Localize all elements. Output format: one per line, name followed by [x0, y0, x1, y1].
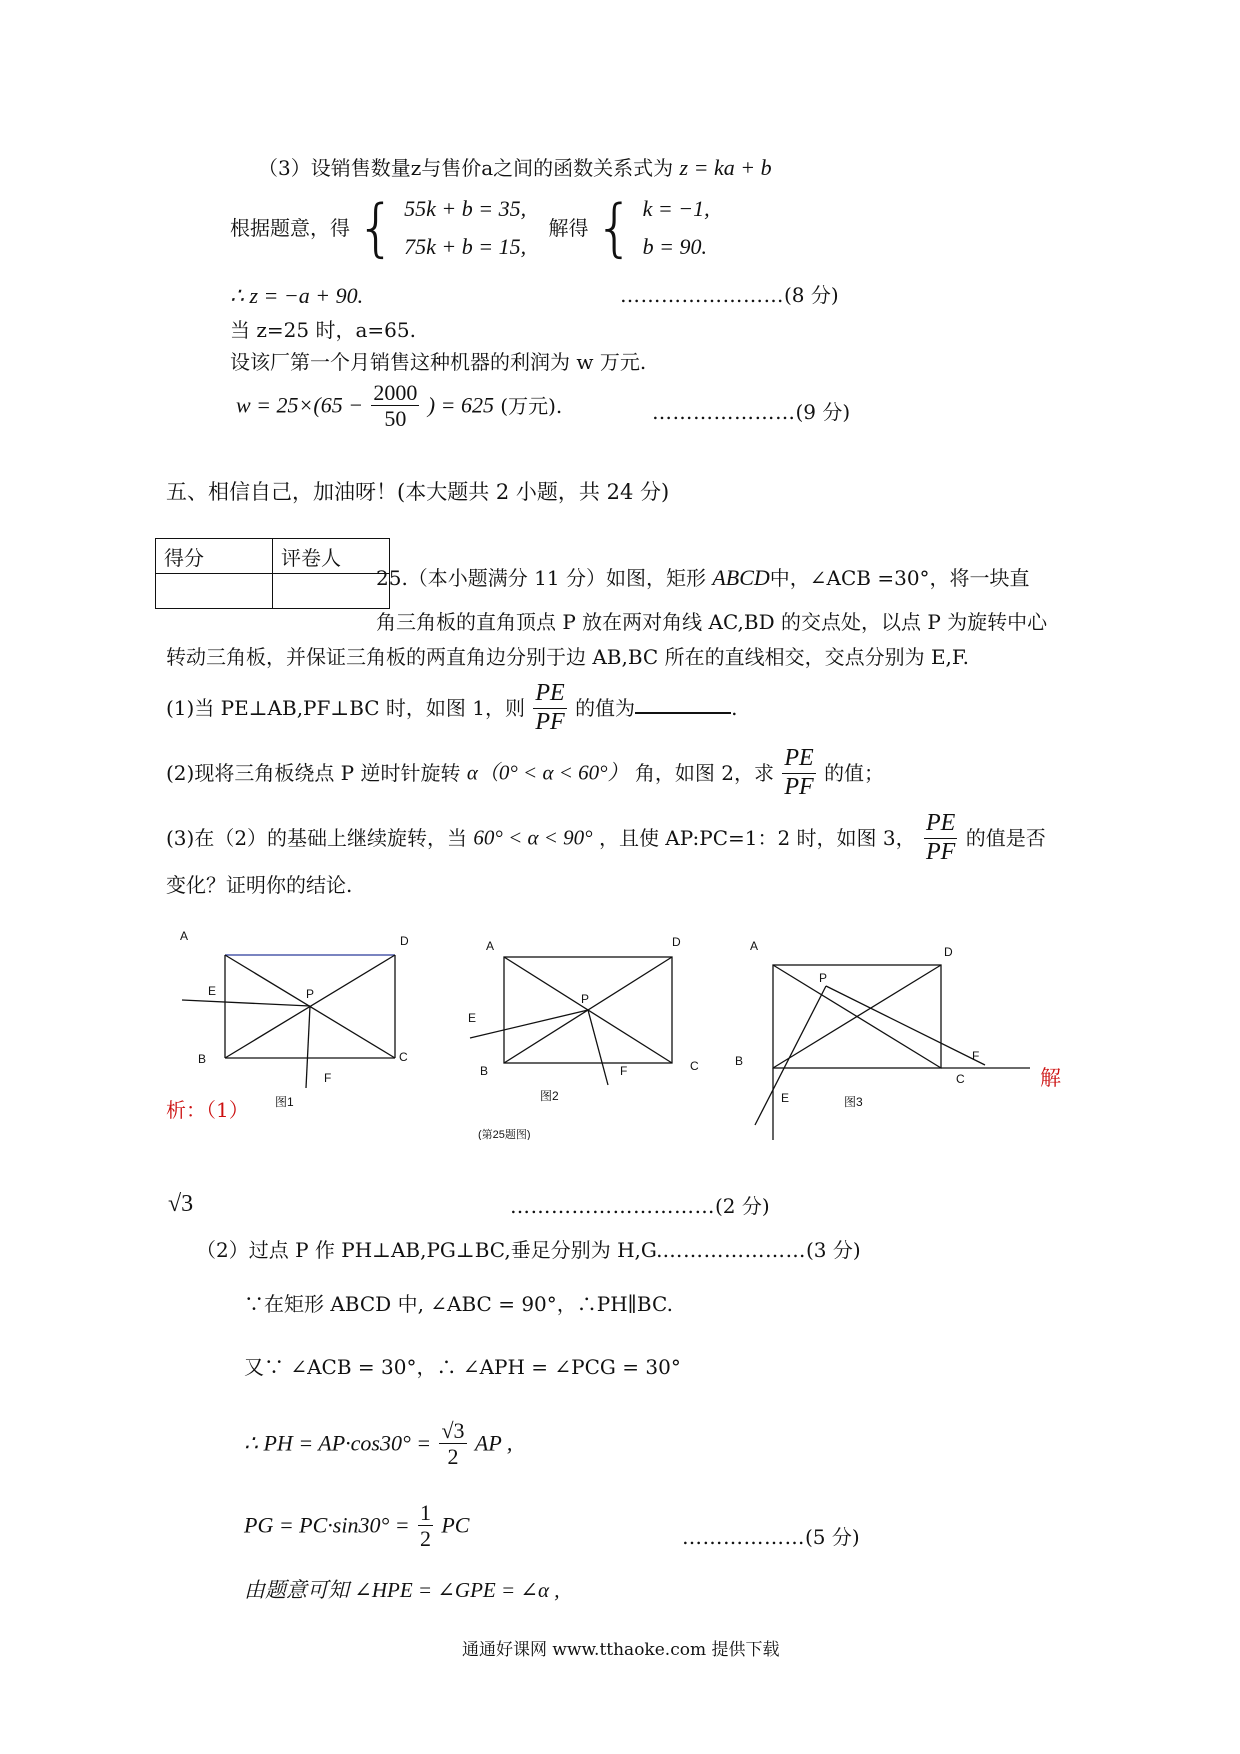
fig1-label-a: A [180, 929, 189, 943]
q25-line3: 转动三角板，并保证三角板的两直角边分别于边 AB,BC 所在的直线相交，交点分别为 E,F. [166, 645, 970, 669]
pf-denominator: PF [784, 773, 814, 800]
fig2-label-b: B [480, 1064, 489, 1078]
pg-left: PG = PC·sin30° = [244, 1512, 410, 1538]
fig3-label-e: E [781, 1091, 790, 1105]
w-equation-line [236, 380, 562, 432]
pe-pf-fraction [782, 745, 815, 801]
fig2-label-e: E [468, 1011, 477, 1025]
pe-numerator: PE [782, 745, 815, 774]
fig2-label-c: C [690, 1059, 699, 1073]
part3-function: z = ka + b [679, 155, 772, 180]
fig3-label-p: P [819, 971, 828, 985]
score-header-cell: 得分 [156, 539, 273, 574]
fig1-pf [306, 1006, 310, 1088]
fig1-label-e: E [208, 984, 217, 998]
fig1-label-c: C [399, 1050, 408, 1064]
ph-right: AP , [474, 1430, 513, 1456]
score-8: (8 分) [784, 283, 839, 307]
q25-sub3-b: ，且使 AP:PC=1：2 时，如图 3， [598, 826, 916, 851]
solution-part1-line [166, 1098, 249, 1122]
fig2-label-f: F [620, 1064, 628, 1078]
part3-system-line [230, 190, 710, 266]
w-numerator: 2000 [373, 380, 418, 405]
score-2: (2 分) [715, 1194, 770, 1218]
pe-numerator: PE [924, 810, 957, 839]
solution-part1-label: （1） [206, 1098, 249, 1122]
solution-1: k = −1, [642, 196, 710, 221]
ph-fraction [439, 1418, 466, 1470]
ph-left: ∴ PH = AP·cos30° = [244, 1430, 432, 1456]
fig1-label-b: B [198, 1052, 207, 1066]
solution-jie: 解 [1040, 1066, 1061, 1090]
solution-xi: 析： [166, 1098, 206, 1122]
q25-sub3-c: 的值是否 [965, 826, 1046, 851]
score-5-line [682, 1525, 860, 1549]
solution-2: b = 90. [642, 234, 708, 259]
pg-equation [244, 1500, 469, 1552]
ph-equation [244, 1418, 512, 1470]
q25-sub2-range: α（0° < α < 60°） [466, 760, 629, 785]
equation-1: 55k + b = 35, [404, 196, 527, 221]
score-8-line [620, 283, 839, 307]
q25-sub3-range: 60° < α < 90° [473, 825, 593, 850]
q25-sub1-b: 的值为 [575, 696, 636, 721]
q25-sub3-d: 变化？证明你的结论. [166, 873, 353, 897]
equation-2: 75k + b = 15, [404, 234, 527, 259]
answer-sqrt3: √3 [168, 1191, 194, 1217]
q25-sub3-a: (3)在（2）的基础上继续旋转，当 [166, 826, 468, 851]
pe-pf-fraction [924, 810, 957, 866]
figure-group-caption: (第25题图) [478, 1129, 531, 1140]
fig3-caption: 图3 [844, 1095, 863, 1109]
fig1-pe [182, 1000, 310, 1006]
therefore-z: ∴ z = −a + 90. [230, 283, 364, 308]
q25-sub2-b: 角，如图 2，求 [634, 761, 775, 786]
leader-dots: ………………… [662, 1238, 806, 1262]
pg-denominator: 2 [419, 1526, 431, 1552]
fig2-label-a: A [486, 939, 495, 953]
ph-denominator: 2 [447, 1444, 459, 1470]
pf-denominator: PF [535, 708, 565, 735]
score-5: (5 分) [805, 1525, 860, 1549]
left-brace-icon: { [594, 191, 635, 264]
equation-system [404, 190, 526, 266]
fig3-pf [826, 986, 985, 1065]
score-2-line [510, 1194, 770, 1218]
when-z-line: 当 z=25 时，a=65. [230, 318, 416, 342]
fig3-pe [755, 986, 826, 1125]
score-9-line [652, 400, 850, 424]
score-3: (3 分) [806, 1238, 861, 1262]
q25-sub2-a: (2)现将三角板绕点 P 逆时针旋转 [166, 761, 461, 786]
solution-part2-text: （2）过点 P 作 PH⊥AB,PG⊥BC,垂足分别为 H,G. [196, 1238, 663, 1262]
profit-def-line: 设该厂第一个月销售这种机器的利润为 w 万元. [230, 350, 647, 374]
page-footer: 通通好课网 www.tthaoke.com 提供下载 [462, 1640, 780, 1660]
score-input-cell[interactable] [156, 574, 273, 609]
w-denominator: 50 [384, 406, 407, 432]
leader-dots: ………………… [652, 400, 796, 424]
solution-system [643, 190, 710, 266]
leader-dots: …………………… [620, 283, 784, 307]
grader-input-cell[interactable] [273, 574, 390, 609]
q25-sub3 [166, 810, 1046, 866]
score-table [155, 538, 390, 609]
fig1-label-d: D [400, 934, 409, 948]
pe-pf-fraction [533, 680, 566, 736]
section5-title: 五、相信自己，加油呀！(本大题共 2 小题，共 24 分) [166, 480, 670, 504]
score-table-header [156, 539, 390, 574]
left-brace-icon: { [356, 191, 396, 264]
grader-header-cell: 评卷人 [273, 539, 390, 574]
ph-numerator: √3 [441, 1418, 465, 1443]
because-line-2: 又∵ ∠ACB = 30°，∴ ∠APH = ∠PCG = 30° [244, 1355, 681, 1379]
q25-sub2-c: 的值； [824, 761, 885, 786]
q25-line1-a: 25.（本小题满分 11 分）如图，矩形 [376, 566, 706, 590]
part3-intro-line [258, 155, 772, 181]
solution-part2-line [196, 1238, 861, 1262]
fig2-label-d: D [672, 935, 681, 949]
w-right: ) = 625 [427, 392, 494, 418]
score-9: (9 分) [795, 400, 851, 424]
fig2-pe [470, 1010, 588, 1038]
pg-right: PC [441, 1512, 470, 1538]
fig3-label-b: B [735, 1054, 744, 1068]
fig2-caption: 图2 [540, 1089, 559, 1103]
score-table-row [156, 574, 390, 609]
w-fraction [371, 380, 419, 432]
part3-accord-text: 根据题意，得 [230, 216, 350, 240]
because-line-1: ∵在矩形 ABCD 中, ∠ABC = 90°，∴PH∥BC. [244, 1292, 673, 1316]
fig1-caption: 图1 [275, 1095, 294, 1109]
fig3-label-f: F [972, 1049, 980, 1063]
fig2-label-p: P [581, 992, 590, 1006]
fig3-label-d: D [944, 945, 953, 959]
pg-numerator: 1 [419, 1500, 431, 1525]
q25-line2: 角三角板的直角顶点 P 放在两对角线 AC,BD 的交点处，以点 P 为旋转中心 [376, 610, 1048, 634]
part3-solve-text: 解得 [548, 216, 589, 240]
pe-numerator: PE [533, 680, 566, 709]
q25-line1-b: 中，∠ACB =30°，将一块直 [769, 566, 1030, 590]
pf-denominator: PF [926, 838, 956, 865]
answer-blank[interactable] [635, 694, 731, 714]
part3-intro-text: （3）设销售数量z与售价a之间的函数关系式为 [258, 156, 674, 180]
fig1-label-f: F [324, 1071, 332, 1085]
fig3-label-a: A [750, 939, 759, 953]
q25-sub1-end: . [731, 696, 738, 721]
q25-line1 [376, 565, 1030, 591]
q25-sub2 [166, 745, 884, 801]
q25-sub1-a: (1)当 PE⊥AB,PF⊥BC 时，如图 1，则 [166, 696, 526, 721]
leader-dots: ………………………… [510, 1194, 715, 1218]
w-unit: (万元). [500, 393, 563, 418]
w-left: w = 25×(65 − [236, 392, 364, 418]
fig3-label-c: C [956, 1072, 965, 1086]
pg-fraction [418, 1500, 433, 1552]
q25-abcd: ABCD [712, 565, 770, 590]
q25-sub1 [166, 680, 737, 736]
fig1-label-p: P [306, 987, 315, 1001]
leader-dots: ……………… [682, 1525, 805, 1549]
angle-line: 由题意可知 ∠HPE = ∠GPE = ∠α , [244, 1578, 560, 1602]
